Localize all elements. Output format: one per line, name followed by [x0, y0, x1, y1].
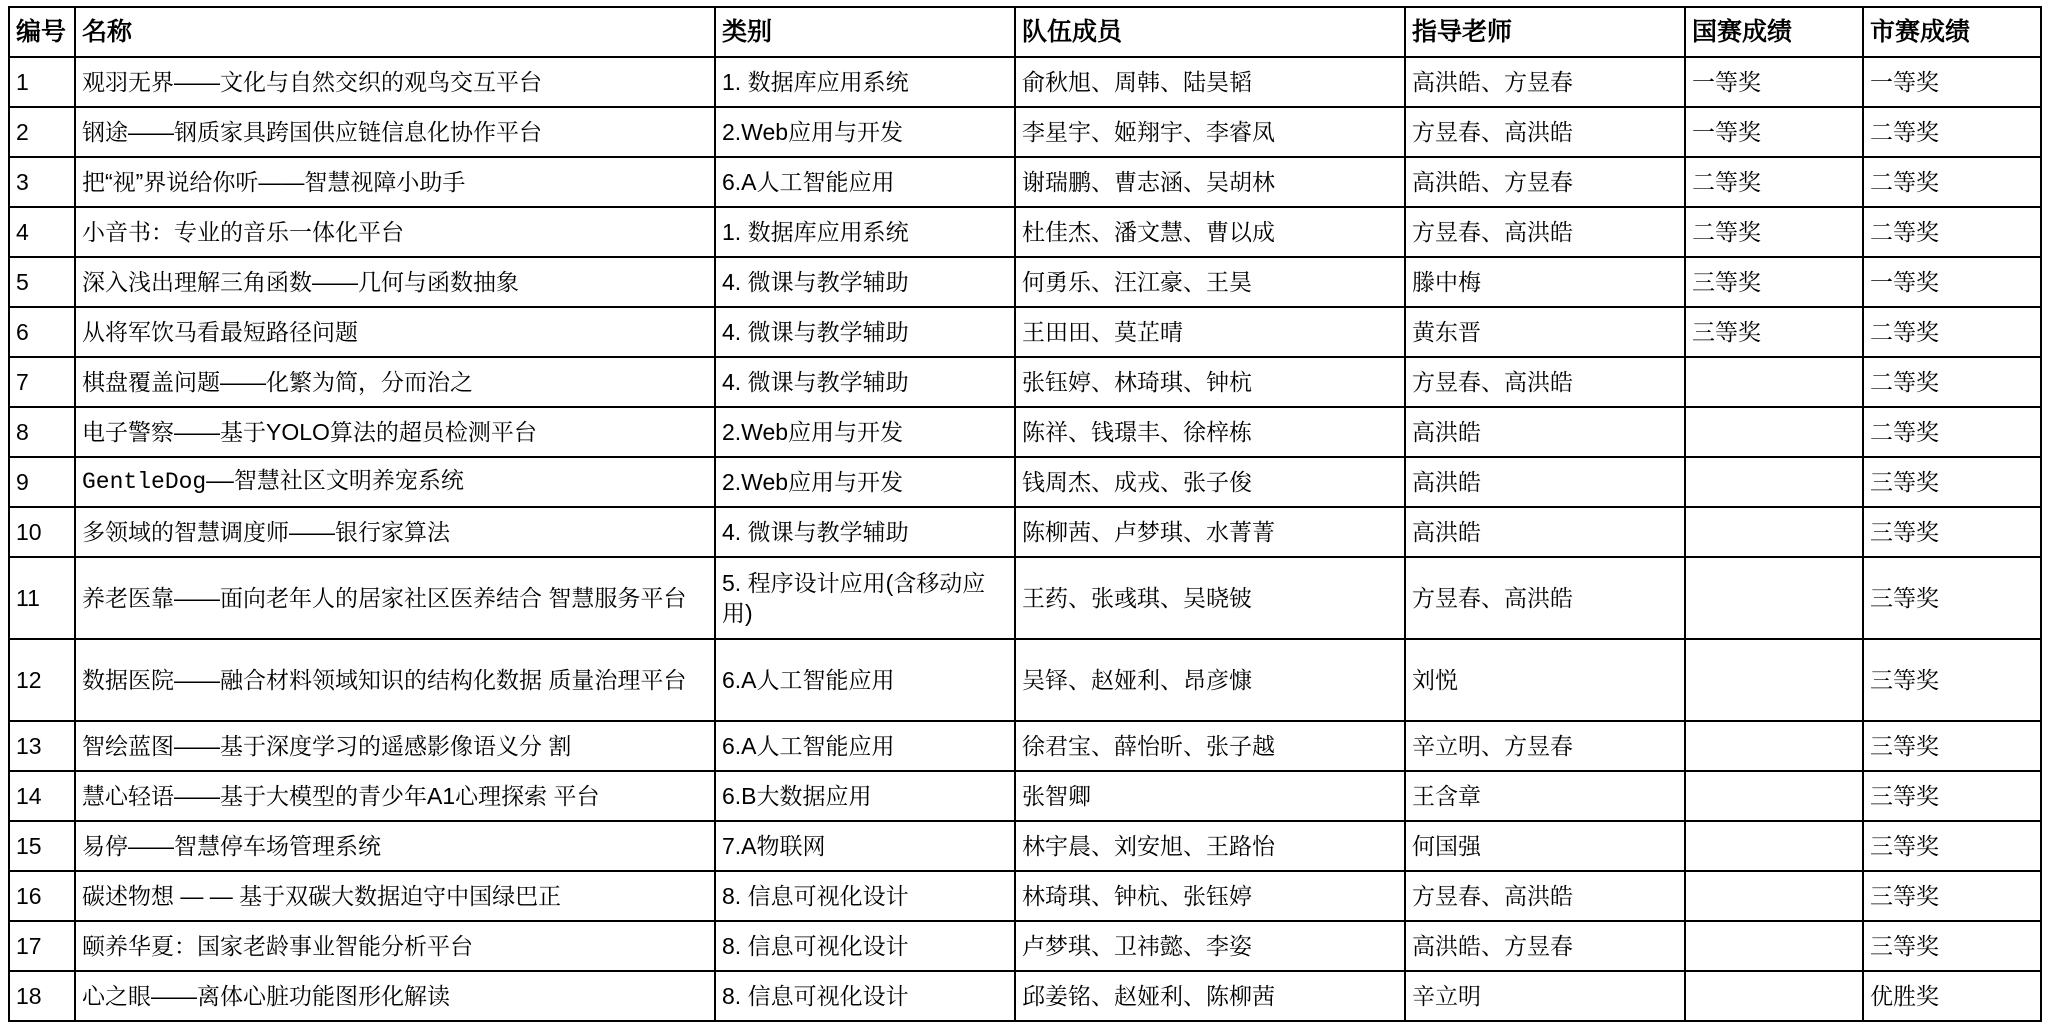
cell-category: 2.Web应用与开发 — [715, 407, 1015, 457]
cell-city-award: 三等奖 — [1863, 821, 2041, 871]
cell-teacher: 黄东晋 — [1405, 307, 1685, 357]
cell-teacher: 方昱春、高洪皓 — [1405, 207, 1685, 257]
cell-teacher: 高洪皓、方昱春 — [1405, 157, 1685, 207]
cell-category: 4. 微课与教学辅助 — [715, 257, 1015, 307]
cell-category: 4. 微课与教学辅助 — [715, 307, 1015, 357]
cell-name: 碳述物想 — — 基于双碳大数据迫守中国绿巴正 — [75, 871, 715, 921]
table-row — [9, 507, 2041, 557]
cell-members: 张智卿 — [1015, 771, 1405, 821]
cell-id: 15 — [9, 821, 75, 871]
cell-id: 18 — [9, 971, 75, 1021]
cell-national-award — [1685, 871, 1863, 921]
cell-teacher: 高洪皓、方昱春 — [1405, 57, 1685, 107]
cell-members: 杜佳杰、潘文慧、曹以成 — [1015, 207, 1405, 257]
cell-city-award: 三等奖 — [1863, 871, 2041, 921]
cell-teacher: 高洪皓 — [1405, 507, 1685, 557]
cell-teacher: 方昱春、高洪皓 — [1405, 871, 1685, 921]
column-header-city-award: 市赛成绩 — [1863, 7, 2041, 57]
cell-category: 8. 信息可视化设计 — [715, 871, 1015, 921]
cell-name: 多领域的智慧调度师——银行家算法 — [75, 507, 715, 557]
cell-name: 小音书：专业的音乐一体化平台 — [75, 207, 715, 257]
table-row — [9, 307, 2041, 357]
cell-category: 6.A人工智能应用 — [715, 721, 1015, 771]
cell-national-award: 二等奖 — [1685, 157, 1863, 207]
cell-city-award: 一等奖 — [1863, 257, 2041, 307]
cell-members: 林宇晨、刘安旭、王路怡 — [1015, 821, 1405, 871]
cell-name: GentleDog——智慧社区文明养宠系统 — [75, 457, 715, 507]
cell-category: 2.Web应用与开发 — [715, 457, 1015, 507]
cell-members: 吴铎、赵娅利、昂彦慷 — [1015, 639, 1405, 721]
cell-members: 钱周杰、成戎、张子俊 — [1015, 457, 1405, 507]
cell-teacher: 方昱春、高洪皓 — [1405, 357, 1685, 407]
table-row — [9, 871, 2041, 921]
cell-national-award — [1685, 771, 1863, 821]
cell-members: 王药、张彧琪、吴晓铍 — [1015, 557, 1405, 639]
cell-members: 谢瑞鹏、曹志涵、吴胡林 — [1015, 157, 1405, 207]
cell-id: 3 — [9, 157, 75, 207]
cell-members: 王田田、莫芷晴 — [1015, 307, 1405, 357]
cell-city-award: 优胜奖 — [1863, 971, 2041, 1021]
cell-category: 1. 数据库应用系统 — [715, 57, 1015, 107]
column-header-id: 编号 — [9, 7, 75, 57]
table-row — [9, 639, 2041, 721]
table-header — [9, 7, 2041, 57]
cell-name: 智绘蓝图——基于深度学习的遥感影像语义分 割 — [75, 721, 715, 771]
cell-category: 5. 程序设计应用(含移动应用) — [715, 557, 1015, 639]
cell-id: 4 — [9, 207, 75, 257]
cell-city-award: 二等奖 — [1863, 207, 2041, 257]
cell-name: 深入浅出理解三角函数——几何与函数抽象 — [75, 257, 715, 307]
cell-members: 俞秋旭、周韩、陆昊韬 — [1015, 57, 1405, 107]
table-row — [9, 821, 2041, 871]
table-header-row — [9, 7, 2041, 57]
cell-id: 10 — [9, 507, 75, 557]
cell-members: 李星宇、姬翔宇、李睿凤 — [1015, 107, 1405, 157]
cell-national-award — [1685, 507, 1863, 557]
cell-teacher: 王含章 — [1405, 771, 1685, 821]
cell-id: 5 — [9, 257, 75, 307]
table-row — [9, 457, 2041, 507]
cell-teacher: 刘悦 — [1405, 639, 1685, 721]
cell-id: 12 — [9, 639, 75, 721]
cell-city-award: 二等奖 — [1863, 157, 2041, 207]
cell-name: 钢途——钢质家具跨国供应链信息化协作平台 — [75, 107, 715, 157]
cell-city-award: 三等奖 — [1863, 639, 2041, 721]
cell-members: 林琦琪、钟杭、张钰婷 — [1015, 871, 1405, 921]
table-row — [9, 721, 2041, 771]
cell-id: 11 — [9, 557, 75, 639]
table-row — [9, 357, 2041, 407]
column-header-national-award: 国赛成绩 — [1685, 7, 1863, 57]
cell-national-award: 二等奖 — [1685, 207, 1863, 257]
cell-category: 4. 微课与教学辅助 — [715, 357, 1015, 407]
cell-city-award: 三等奖 — [1863, 771, 2041, 821]
cell-city-award: 二等奖 — [1863, 107, 2041, 157]
column-header-name: 名称 — [75, 7, 715, 57]
cell-national-award: 三等奖 — [1685, 307, 1863, 357]
cell-national-award — [1685, 921, 1863, 971]
cell-name: 从将军饮马看最短路径问题 — [75, 307, 715, 357]
table-row — [9, 971, 2041, 1021]
cell-national-award — [1685, 721, 1863, 771]
cell-teacher: 滕中梅 — [1405, 257, 1685, 307]
column-header-members: 队伍成员 — [1015, 7, 1405, 57]
cell-id: 17 — [9, 921, 75, 971]
cell-teacher: 方昱春、高洪皓 — [1405, 557, 1685, 639]
cell-members: 卢梦琪、卫祎懿、李姿 — [1015, 921, 1405, 971]
cell-city-award: 一等奖 — [1863, 57, 2041, 107]
cell-id: 6 — [9, 307, 75, 357]
table-row — [9, 107, 2041, 157]
cell-id: 9 — [9, 457, 75, 507]
cell-category: 6.B大数据应用 — [715, 771, 1015, 821]
cell-city-award: 三等奖 — [1863, 721, 2041, 771]
cell-name: 把“视”界说给你听——智慧视障小助手 — [75, 157, 715, 207]
column-header-category: 类别 — [715, 7, 1015, 57]
cell-city-award: 二等奖 — [1863, 357, 2041, 407]
cell-city-award: 三等奖 — [1863, 457, 2041, 507]
cell-national-award: 三等奖 — [1685, 257, 1863, 307]
cell-city-award: 三等奖 — [1863, 557, 2041, 639]
column-header-teacher: 指导老师 — [1405, 7, 1685, 57]
cell-city-award: 三等奖 — [1863, 507, 2041, 557]
cell-name: 心之眼——离体心脏功能图形化解读 — [75, 971, 715, 1021]
cell-category: 7.A物联网 — [715, 821, 1015, 871]
cell-id: 2 — [9, 107, 75, 157]
cell-members: 陈柳茜、卢梦琪、水菁菁 — [1015, 507, 1405, 557]
cell-national-award — [1685, 407, 1863, 457]
cell-id: 1 — [9, 57, 75, 107]
cell-national-award: 一等奖 — [1685, 57, 1863, 107]
table-row — [9, 257, 2041, 307]
cell-teacher: 辛立明 — [1405, 971, 1685, 1021]
cell-members: 邱姜铭、赵娅利、陈柳茜 — [1015, 971, 1405, 1021]
cell-name: 易停——智慧停车场管理系统 — [75, 821, 715, 871]
cell-category: 2.Web应用与开发 — [715, 107, 1015, 157]
cell-id: 16 — [9, 871, 75, 921]
cell-name: 数据医院——融合材料领域知识的结构化数据 质量治理平台 — [75, 639, 715, 721]
cell-members: 陈祥、钱璟丰、徐梓栋 — [1015, 407, 1405, 457]
cell-teacher: 辛立明、方昱春 — [1405, 721, 1685, 771]
cell-name: 棋盘覆盖问题——化繁为简，分而治之 — [75, 357, 715, 407]
cell-category: 6.A人工智能应用 — [715, 639, 1015, 721]
cell-city-award: 二等奖 — [1863, 407, 2041, 457]
table-row — [9, 207, 2041, 257]
cell-id: 7 — [9, 357, 75, 407]
cell-national-award: 一等奖 — [1685, 107, 1863, 157]
cell-id: 8 — [9, 407, 75, 457]
cell-teacher: 高洪皓、方昱春 — [1405, 921, 1685, 971]
cell-teacher: 方昱春、高洪皓 — [1405, 107, 1685, 157]
cell-category: 8. 信息可视化设计 — [715, 971, 1015, 1021]
table-body — [9, 57, 2041, 1021]
cell-national-award — [1685, 971, 1863, 1021]
cell-name: 电子警察——基于YOLO算法的超员检测平台 — [75, 407, 715, 457]
cell-national-award — [1685, 821, 1863, 871]
cell-national-award — [1685, 557, 1863, 639]
cell-category: 4. 微课与教学辅助 — [715, 507, 1015, 557]
cell-members: 何勇乐、汪江豪、王昊 — [1015, 257, 1405, 307]
cell-name: 养老医靠——面向老年人的居家社区医养结合 智慧服务平台 — [75, 557, 715, 639]
cell-teacher: 何国强 — [1405, 821, 1685, 871]
cell-city-award: 三等奖 — [1863, 921, 2041, 971]
cell-city-award: 二等奖 — [1863, 307, 2041, 357]
table-row — [9, 557, 2041, 639]
cell-category: 8. 信息可视化设计 — [715, 921, 1015, 971]
cell-category: 6.A人工智能应用 — [715, 157, 1015, 207]
cell-national-award — [1685, 457, 1863, 507]
cell-national-award — [1685, 639, 1863, 721]
cell-id: 13 — [9, 721, 75, 771]
cell-teacher: 高洪皓 — [1405, 407, 1685, 457]
table-row — [9, 771, 2041, 821]
table-row — [9, 157, 2041, 207]
table-row — [9, 57, 2041, 107]
award-table — [8, 6, 2042, 1022]
table-row — [9, 407, 2041, 457]
cell-id: 14 — [9, 771, 75, 821]
cell-members: 徐君宝、薛怡昕、张子越 — [1015, 721, 1405, 771]
cell-name: 颐养华夏：国家老龄事业智能分析平台 — [75, 921, 715, 971]
cell-members: 张钰婷、林琦琪、钟杭 — [1015, 357, 1405, 407]
cell-category: 1. 数据库应用系统 — [715, 207, 1015, 257]
table-row — [9, 921, 2041, 971]
cell-national-award — [1685, 357, 1863, 407]
cell-teacher: 高洪皓 — [1405, 457, 1685, 507]
cell-name: 慧心轻语——基于大模型的青少年A1心理探索 平台 — [75, 771, 715, 821]
cell-name: 观羽无界——文化与自然交织的观鸟交互平台 — [75, 57, 715, 107]
